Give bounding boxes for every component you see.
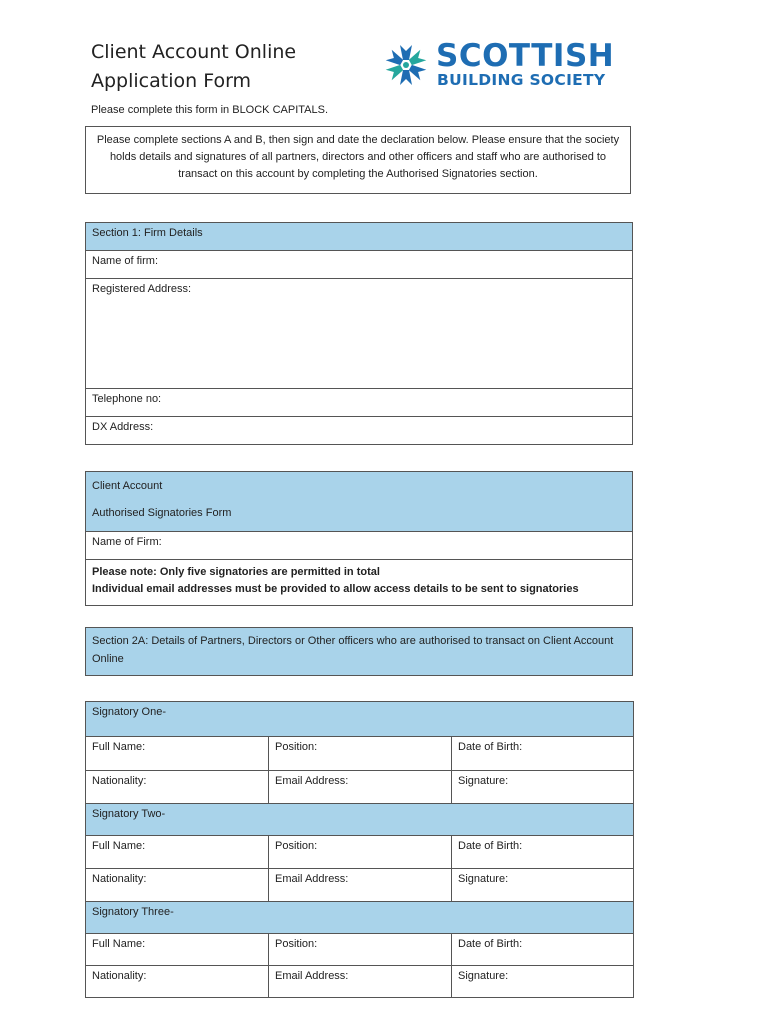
- signatory-one-full-name-field[interactable]: Full Name:: [86, 737, 269, 771]
- signatory-two-dob-field[interactable]: Date of Birth:: [452, 836, 634, 869]
- signatory-three-full-name-field[interactable]: Full Name:: [86, 934, 269, 966]
- client-account-signatories-section: [85, 471, 633, 606]
- signatory-one-dob-field[interactable]: Date of Birth:: [452, 737, 634, 771]
- signatory-two-position-field[interactable]: Position:: [269, 836, 452, 869]
- scottish-building-society-logo: [382, 40, 632, 90]
- signatories-table: [85, 701, 634, 998]
- intro-instructions-box: Please complete sections A and B, then sign and date the declaration below. Please ensure that the society holds details and signatures of all partners, directors and other officers and staff who are authorised to transact on this account by completing the Authorised Signatories section.: [85, 126, 631, 194]
- signatory-two-heading: Signatory Two-: [86, 804, 634, 836]
- title-line-1: Client Account Online: [91, 41, 297, 63]
- signatories-note-line-2: Individual email addresses must be provided to allow access details to be sent to signatories: [92, 583, 579, 595]
- client-account-heading: [86, 472, 633, 532]
- signatory-one-email-field[interactable]: Email Address:: [269, 771, 452, 804]
- signatory-three-dob-field[interactable]: Date of Birth:: [452, 934, 634, 966]
- section-2a: [85, 627, 633, 676]
- signatory-three-email-field[interactable]: Email Address:: [269, 966, 452, 998]
- signatory-one-heading: Signatory One-: [86, 702, 634, 737]
- section-1-firm-details: [85, 222, 633, 445]
- signatory-three-nationality-field[interactable]: Nationality:: [86, 966, 269, 998]
- registered-address-field[interactable]: Registered Address:: [86, 279, 633, 389]
- signatory-three-position-field[interactable]: Position:: [269, 934, 452, 966]
- block-capitals-instruction: Please complete this form in BLOCK CAPITALS.: [91, 104, 328, 116]
- dx-address-field[interactable]: DX Address:: [86, 417, 633, 445]
- logo-text-scottish: SCOTTISH: [436, 38, 615, 74]
- signatory-one-nationality-field[interactable]: Nationality:: [86, 771, 269, 804]
- signatory-two-email-field[interactable]: Email Address:: [269, 869, 452, 902]
- client-account-heading-line-2: Authorised Signatories Form: [92, 507, 232, 519]
- signatories-note-line-1: Please note: Only five signatories are permitted in total: [92, 566, 380, 578]
- logo-text-building-society: BUILDING SOCIETY: [437, 71, 606, 89]
- section-1-heading: Section 1: Firm Details: [86, 223, 633, 251]
- signatory-two-nationality-field[interactable]: Nationality:: [86, 869, 269, 902]
- telephone-field[interactable]: Telephone no:: [86, 389, 633, 417]
- client-name-of-firm-field[interactable]: Name of Firm:: [86, 532, 633, 560]
- client-account-heading-line-1: Client Account: [92, 480, 163, 492]
- signatory-one-position-field[interactable]: Position:: [269, 737, 452, 771]
- signatory-two-full-name-field[interactable]: Full Name:: [86, 836, 269, 869]
- name-of-firm-field[interactable]: Name of firm:: [86, 251, 633, 279]
- signatory-three-signature-field[interactable]: Signature:: [452, 966, 634, 998]
- snowflake-logo-icon: [382, 40, 430, 90]
- signatories-note: [86, 560, 633, 606]
- section-2a-heading: Section 2A: Details of Partners, Directors or Other officers who are authorised to transact on Client Account Online: [86, 628, 633, 676]
- signatory-three-heading: Signatory Three-: [86, 902, 634, 934]
- signatory-two-signature-field[interactable]: Signature:: [452, 869, 634, 902]
- signatory-one-signature-field[interactable]: Signature:: [452, 771, 634, 804]
- title-line-2: Application Form: [91, 70, 252, 92]
- page-title: [91, 38, 296, 96]
